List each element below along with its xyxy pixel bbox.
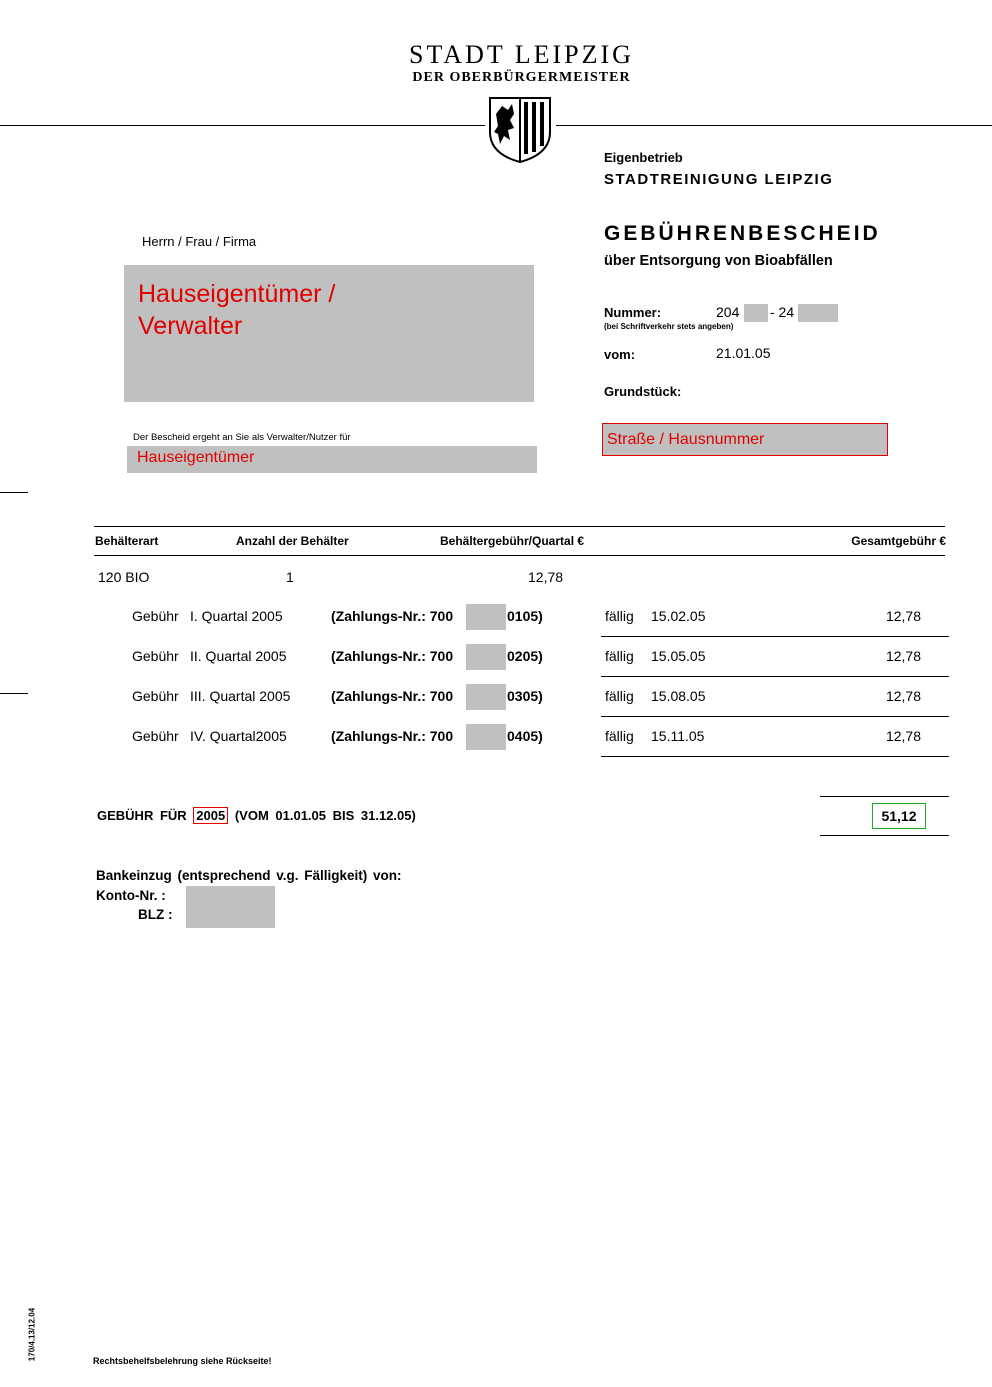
header-container-count: Anzahl der Behälter [236, 534, 349, 548]
owner-box [127, 446, 537, 473]
number-redaction-1 [744, 304, 768, 322]
row-due-label: fällig [605, 728, 634, 744]
coat-of-arms-icon [488, 96, 552, 164]
row-label: Gebühr [132, 728, 179, 744]
row-ref-redaction [466, 684, 506, 710]
recipient-name-line2: Verwalter [138, 312, 243, 340]
row-due-date: 15.05.05 [651, 648, 706, 664]
number-redaction-2 [798, 304, 838, 322]
header-container-type: Behälterart [95, 534, 159, 548]
total-period: (VOM 01.01.05 BIS 31.12.05) [234, 808, 416, 823]
row-ref-suffix: 0405) [507, 728, 543, 744]
property-value: Straße / Hausnummer [607, 431, 765, 448]
legal-notice: Rechtsbehelfsbelehrung siehe Rückseite! [93, 1356, 272, 1366]
number-part1: 204 [716, 304, 740, 320]
city-title: STADT LEIPZIG [409, 40, 634, 69]
margin-mark-2 [0, 693, 28, 694]
table-top-rule [94, 526, 945, 527]
row-due-label: fällig [605, 688, 634, 704]
recipient-name-line1: Hauseigentümer / [138, 280, 336, 308]
row-due-label: fällig [605, 648, 634, 664]
total-amount: 51,12 [881, 808, 917, 824]
row-amount: 12,78 [885, 728, 921, 744]
total-bottom-rule [820, 835, 949, 836]
total-top-rule [820, 796, 949, 797]
row-label: Gebühr [132, 608, 179, 624]
row-ref-redaction [466, 724, 506, 750]
sender-line2: STADTREINIGUNG LEIPZIG [604, 171, 834, 188]
total-amount-box [872, 803, 926, 829]
row-ref-suffix: 0105) [507, 608, 543, 624]
row-ref-redaction [466, 644, 506, 670]
total-line [97, 808, 416, 823]
header-total-fee: Gesamtgebühr € [851, 534, 946, 548]
row-rule [601, 636, 949, 637]
owner-value: Hauseigentümer [137, 449, 255, 466]
margin-mark-1 [0, 492, 28, 493]
property-value-box [602, 423, 888, 456]
row-amount: 12,78 [885, 608, 921, 624]
document-subtitle: über Entsorgung von Bioabfällen [604, 253, 833, 269]
row-ref: (Zahlungs-Nr.: 700 [331, 608, 454, 624]
container-fee: 12,78 [528, 569, 564, 585]
row-rule [601, 676, 949, 677]
row-amount: 12,78 [885, 688, 921, 704]
letterhead-rule-right [556, 125, 992, 126]
document-title: GEBÜHRENBESCHEID [604, 222, 881, 245]
row-ref-suffix: 0205) [507, 648, 543, 664]
row-quarter: II. Quartal 2005 [190, 648, 287, 664]
row-ref-redaction [466, 604, 506, 630]
bank-line: Bankeinzug (entsprechend v.g. Fälligkeit) von: [96, 868, 402, 883]
container-type: 120 BIO [98, 569, 150, 585]
row-ref: (Zahlungs-Nr.: 700 [331, 728, 454, 744]
sender-line1: Eigenbetrieb [604, 150, 683, 165]
date-value: 21.01.05 [716, 345, 771, 361]
row-quarter: III. Quartal 2005 [190, 688, 291, 704]
total-prefix: GEBÜHR FÜR [97, 808, 187, 823]
account-label: Konto-Nr. : [96, 888, 166, 903]
row-label: Gebühr [132, 688, 179, 704]
blz-label: BLZ : [138, 907, 173, 922]
letterhead-rule-left [0, 125, 485, 126]
number-separator: - 24 [770, 304, 795, 320]
row-rule [601, 756, 949, 757]
row-label: Gebühr [132, 648, 179, 664]
recipient-address-box [124, 265, 534, 402]
row-ref-suffix: 0305) [507, 688, 543, 704]
row-ref: (Zahlungs-Nr.: 700 [331, 688, 454, 704]
form-code: 170/4.13/12.04 [27, 1307, 37, 1362]
table-header-rule [94, 555, 945, 556]
row-quarter: I. Quartal 2005 [190, 608, 283, 624]
row-due-date: 15.08.05 [651, 688, 706, 704]
row-amount: 12,78 [885, 648, 921, 664]
date-label: vom: [604, 347, 636, 362]
salutation: Herrn / Frau / Firma [142, 234, 257, 249]
row-due-label: fällig [605, 608, 634, 624]
bank-redaction [186, 886, 275, 928]
row-ref: (Zahlungs-Nr.: 700 [331, 648, 454, 664]
row-rule [601, 716, 949, 717]
office-title: DER OBERBÜRGERMEISTER [412, 70, 631, 85]
property-label: Grundstück: [604, 384, 682, 399]
total-year: 2005 [193, 807, 228, 824]
number-label: Nummer: [604, 305, 662, 320]
row-due-date: 15.02.05 [651, 608, 706, 624]
notice-text: Der Bescheid ergeht an Sie als Verwalter/Nutzer für [133, 432, 351, 443]
row-due-date: 15.11.05 [651, 728, 705, 744]
row-quarter: IV. Quartal2005 [190, 728, 287, 744]
header-container-fee: Behältergebühr/Quartal € [440, 534, 585, 548]
container-count: 1 [286, 569, 294, 585]
number-note: (bei Schriftverkehr stets angeben) [604, 322, 734, 331]
